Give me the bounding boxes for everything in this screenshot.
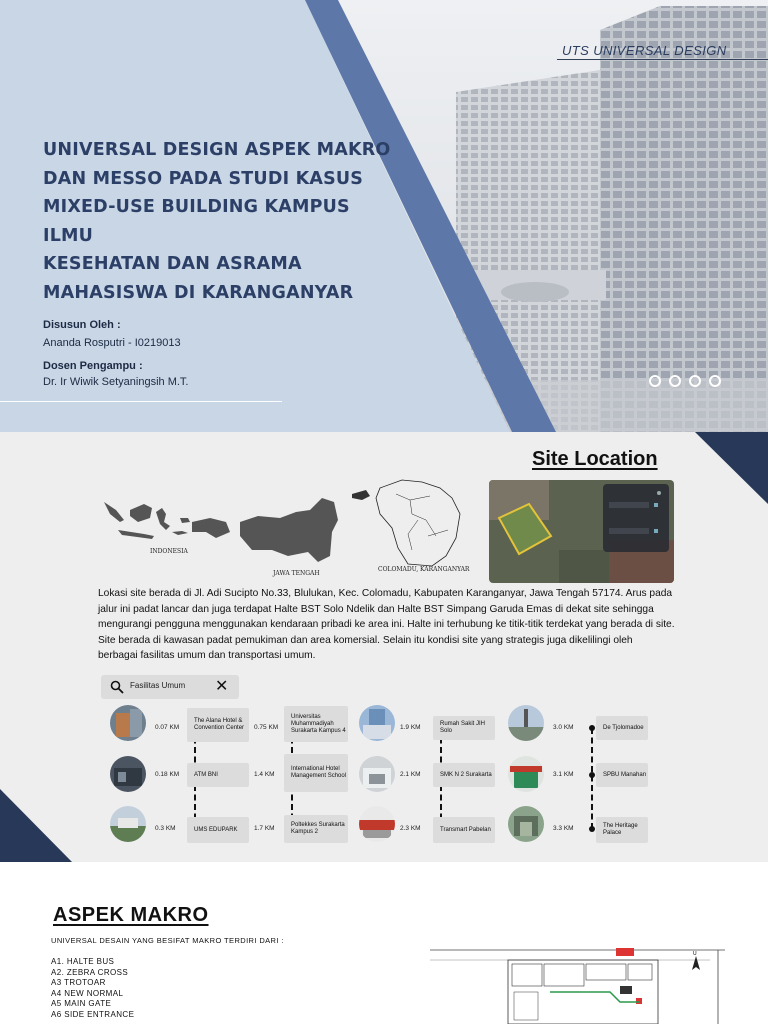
slide-dot[interactable] bbox=[669, 375, 681, 387]
slide-dot[interactable] bbox=[689, 375, 701, 387]
site-location-section bbox=[0, 432, 768, 862]
north-arrow-icon bbox=[692, 951, 700, 970]
facility-distance: 3.1 KM bbox=[553, 771, 574, 778]
section-subtitle: UNIVERSAL DESAIN YANG BESIFAT MAKRO TERDIRI DARI : bbox=[51, 936, 284, 945]
facility-label[interactable]: Rumah Sakit JIH Solo bbox=[433, 716, 495, 740]
facility-distance: 0.75 KM bbox=[254, 724, 279, 731]
facility-distance: 1.7 KM bbox=[254, 825, 275, 832]
facility-photo bbox=[359, 756, 395, 792]
map-label: COLOMADU, KARANGANYAR bbox=[378, 566, 470, 573]
map-label: JAWA TENGAH bbox=[273, 570, 320, 577]
tag-underline bbox=[557, 59, 768, 60]
title-line: MIXED-USE BUILDING KAMPUS ILMU bbox=[43, 197, 350, 246]
facility-distance: 3.0 KM bbox=[553, 724, 574, 731]
facility-label[interactable]: SPBU Manahan bbox=[596, 763, 648, 787]
route-node bbox=[589, 826, 595, 832]
site-description: Lokasi site berada di Jl. Adi Sucipto No.33, Blulukan, Kec. Colomadu, Kabupaten Karanganyar, Jawa Tengah 57174. Arus pada jalur ini padat lancar dan juga terdapat Halte BST Solo Ndelik dan Halte BST Simpang Garuda Emas di dekat site sehingga mengurangi pengguna menggunakan kendaraan pribadi ke area ini. Halte ini terhubung ke titik-titik terdekat yang berada di site. Site berada di kawasan padat pemukiman dan area komersial. Selain itu kondisi site yang strategis juga dikelilingi oleh berbagai fasilitas umum dan transportasi umum. bbox=[98, 588, 675, 662]
route-node bbox=[589, 725, 595, 731]
facility-label[interactable]: De Tjolomadoe bbox=[596, 716, 648, 740]
facility-photo bbox=[110, 806, 146, 842]
facility-photo bbox=[508, 705, 544, 741]
facility-distance: 0.18 KM bbox=[155, 771, 180, 778]
facility-label[interactable]: Transmart Pabelan bbox=[433, 817, 495, 843]
facility-label[interactable]: Poltekkes Surakarta Kampus 2 bbox=[284, 815, 348, 843]
list-item: A3 TROTOAR bbox=[51, 978, 106, 987]
route-node bbox=[589, 772, 595, 778]
lecturer-name: Dr. Ir Wiwik Setyaningsih M.T. bbox=[43, 376, 189, 388]
facility-distance: 2.1 KM bbox=[400, 771, 421, 778]
facility-distance: 0.07 KM bbox=[155, 724, 180, 731]
section-title: ASPEK MAKRO bbox=[53, 904, 209, 926]
cover-hero bbox=[0, 0, 768, 432]
facility-photo bbox=[359, 806, 395, 842]
facility-photo bbox=[359, 705, 395, 741]
close-icon[interactable]: ✕ bbox=[215, 678, 229, 695]
facility-photo bbox=[110, 756, 146, 792]
facility-photo bbox=[508, 806, 544, 842]
route-line bbox=[591, 728, 593, 829]
slide-dot[interactable] bbox=[649, 375, 661, 387]
facility-distance: 0.3 KM bbox=[155, 825, 176, 832]
aspek-makro-section bbox=[0, 862, 768, 1024]
facility-distance: 1.4 KM bbox=[254, 771, 275, 778]
slide-indicator[interactable] bbox=[649, 375, 721, 387]
indonesia-map bbox=[104, 502, 230, 539]
search-input[interactable]: Fasilitas Umum bbox=[130, 681, 186, 690]
title-line: UNIVERSAL DESIGN ASPEK MAKRO bbox=[43, 140, 391, 160]
facility-distance: 2.3 KM bbox=[400, 825, 421, 832]
facility-photo bbox=[508, 756, 544, 792]
divider bbox=[0, 401, 282, 402]
lecturer-label: Dosen Pengampu : bbox=[43, 360, 143, 372]
list-item: A4 NEW NORMAL bbox=[51, 988, 124, 998]
title-line: DAN MESSO PADA STUDI KASUS bbox=[43, 168, 364, 189]
facility-label[interactable]: SMK N 2 Surakarta bbox=[433, 763, 495, 787]
makro-list bbox=[51, 957, 134, 1020]
course-tag: UTS UNIVERSAL DESIGN bbox=[562, 43, 727, 58]
title-line: MAHASISWA DI KARANGANYAR bbox=[43, 282, 354, 303]
facility-label[interactable]: Universitas Muhammadiyah Surakarta Kampus 4 bbox=[284, 706, 348, 742]
slide-dot[interactable] bbox=[709, 375, 721, 387]
satellite-map[interactable] bbox=[489, 480, 674, 583]
author-label: Disusun Oleh : bbox=[43, 319, 121, 331]
jawa-tengah-map bbox=[240, 498, 338, 562]
facility-search[interactable] bbox=[101, 675, 239, 699]
author-name: Ananda Rosputri - I0219013 bbox=[43, 337, 181, 349]
facility-distance: 3.3 KM bbox=[553, 825, 574, 832]
list-item: A2. ZEBRA CROSS bbox=[51, 967, 129, 977]
facility-label[interactable]: International Hotel Management School bbox=[284, 754, 348, 792]
list-item: A5 MAIN GATE bbox=[51, 999, 112, 1008]
document-title bbox=[43, 136, 403, 307]
facility-label[interactable]: UMS EDUPARK bbox=[187, 817, 249, 843]
map-label: INDONESIA bbox=[150, 548, 188, 555]
search-icon bbox=[110, 680, 124, 694]
facility-distance: 1.9 KM bbox=[400, 724, 421, 731]
site-plan[interactable] bbox=[430, 948, 730, 1024]
facility-label[interactable]: The Heritage Palace bbox=[596, 817, 648, 843]
facility-photo bbox=[110, 705, 146, 741]
title-line: KESEHATAN DAN ASRAMA bbox=[43, 254, 302, 274]
svg-text:U: U bbox=[693, 951, 697, 957]
facility-label[interactable]: ATM BNI bbox=[187, 763, 249, 787]
facility-label[interactable]: The Alana Hotel & Convention Center bbox=[187, 708, 249, 742]
section-title: Site Location bbox=[532, 448, 658, 470]
list-item: A1. HALTE BUS bbox=[51, 957, 115, 966]
list-item: A6 SIDE ENTRANCE bbox=[51, 1009, 135, 1019]
